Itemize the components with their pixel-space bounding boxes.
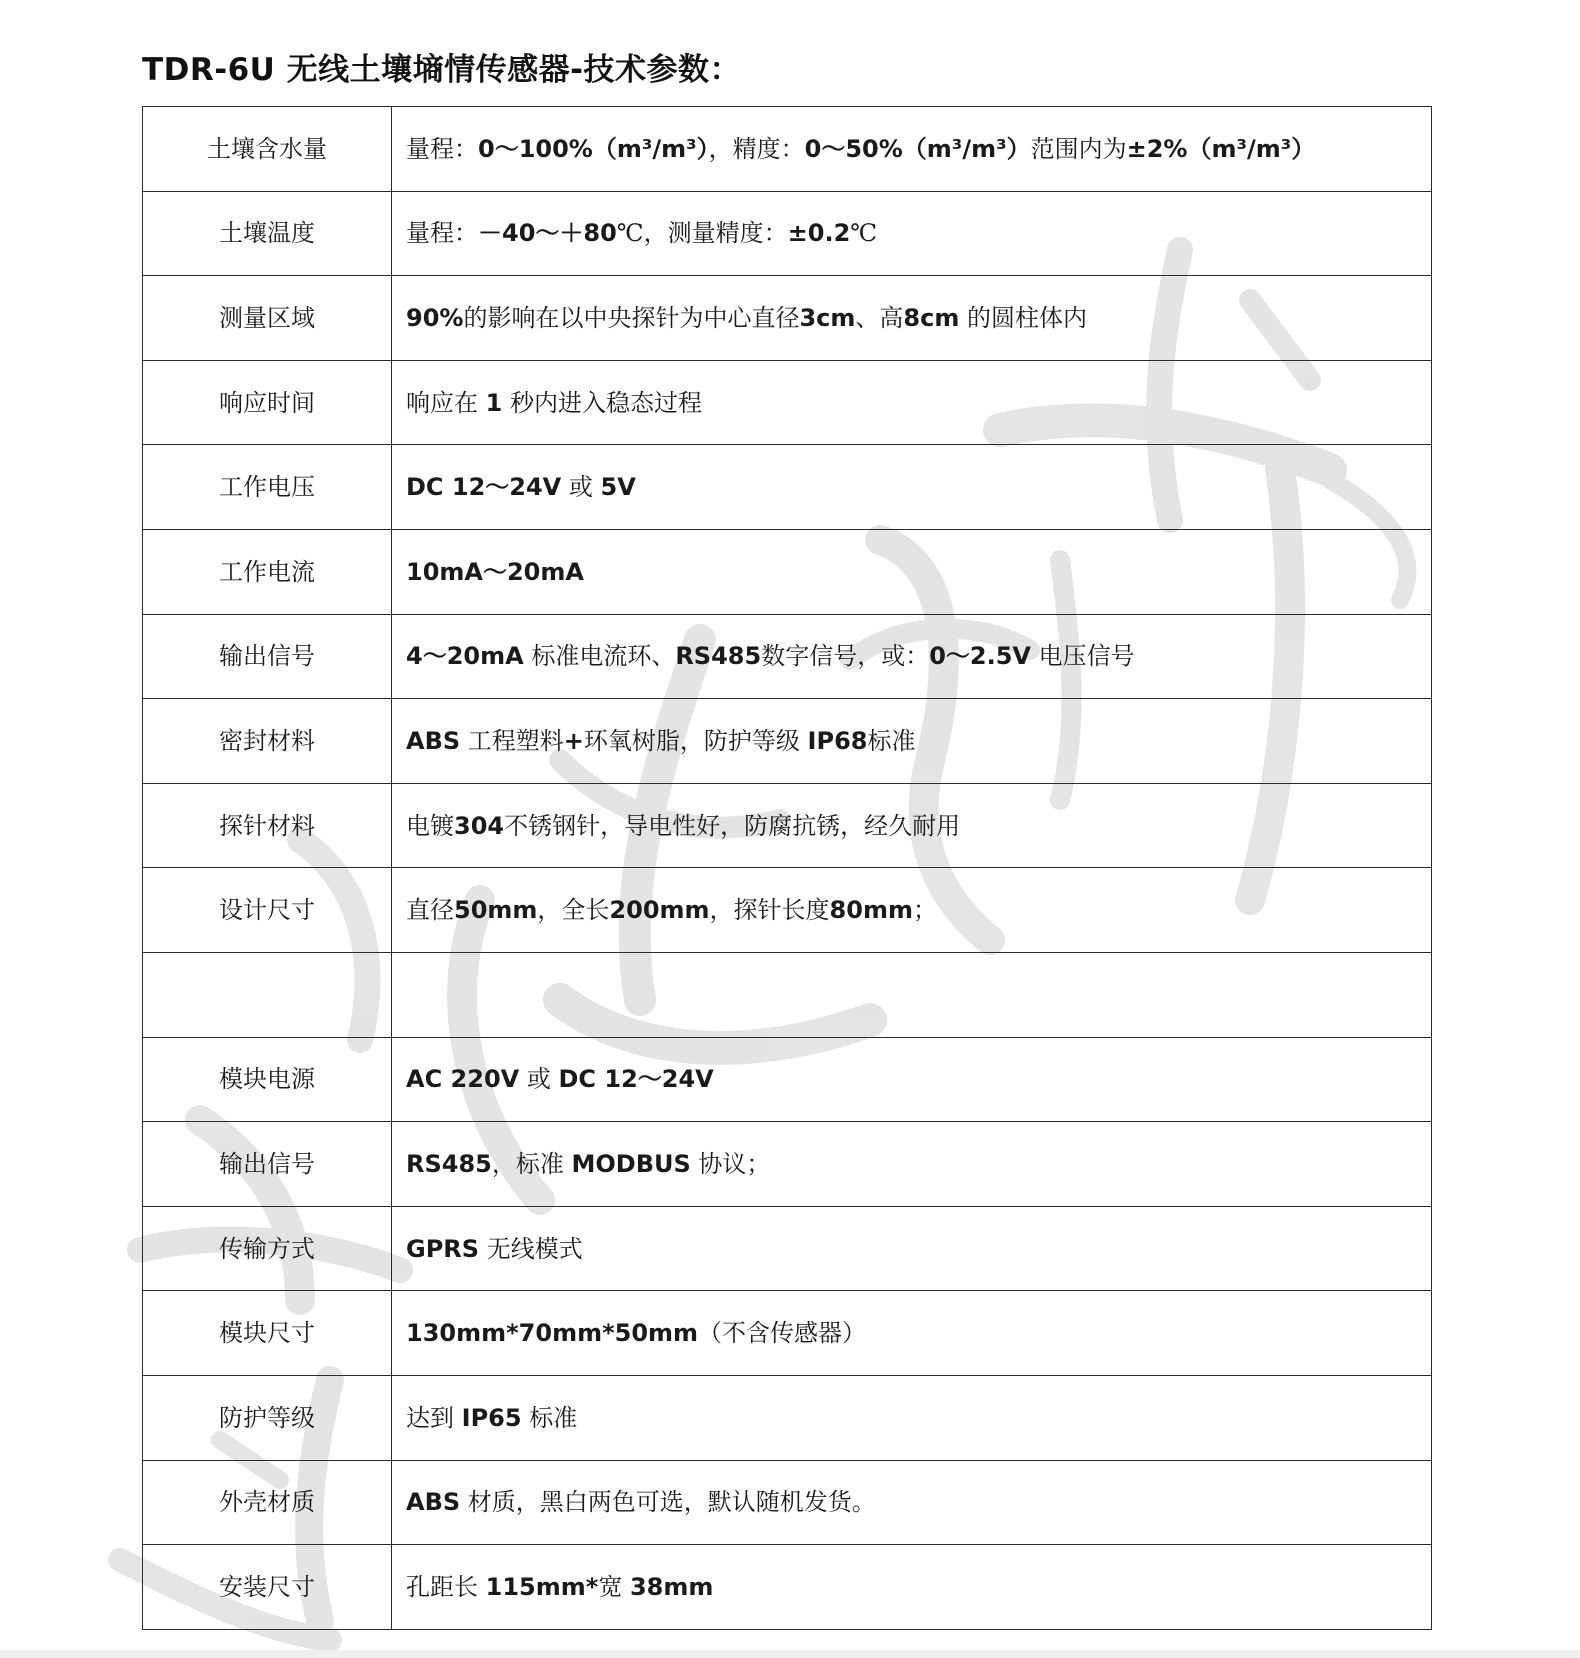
bottom-divider: [0, 1650, 1580, 1658]
spec-row: [143, 1375, 1432, 1460]
spec-label: 防护等级: [143, 1375, 392, 1460]
spec-row: [143, 699, 1432, 784]
spec-value-segment: 130mm*70mm*50mm: [406, 1319, 699, 1348]
spec-value: [392, 1460, 1432, 1545]
spec-value-segment: 3cm: [799, 303, 856, 332]
spec-value-segment: 秒内进入稳态过程: [502, 388, 702, 417]
spec-label: 输出信号: [143, 1122, 392, 1207]
spec-value-segment: 0～100%（m³/m³）: [478, 134, 709, 163]
spec-label: 传输方式: [143, 1206, 392, 1291]
spec-label: 工作电压: [143, 445, 392, 530]
spec-table: [142, 106, 1432, 1630]
spec-label: 输出信号: [143, 614, 392, 699]
spec-value-segment: ℃，测量精度：: [616, 219, 788, 248]
spec-value: [392, 614, 1432, 699]
spec-row: [143, 107, 1432, 192]
spec-value-segment: 80mm: [829, 896, 913, 925]
spec-value: [392, 952, 1432, 1037]
spec-row: [143, 529, 1432, 614]
spec-value-segment: ，探针长度: [709, 896, 830, 925]
spec-label: 安装尺寸: [143, 1545, 392, 1630]
spec-value-segment: +: [563, 726, 584, 755]
spec-value: [392, 699, 1432, 784]
spec-value-segment: ABS: [406, 1488, 461, 1517]
spec-value-segment: 达到: [406, 1403, 462, 1432]
spec-value-segment: DC 12～24V: [558, 1065, 714, 1094]
spec-row: [143, 276, 1432, 361]
spec-value-segment: 电镀: [406, 811, 454, 840]
spec-value-segment: 0～50%（m³/m³）: [804, 134, 1031, 163]
spec-row: [143, 1291, 1432, 1376]
spec-value-segment: 10mA～20mA: [406, 557, 584, 586]
spec-value: [392, 1037, 1432, 1122]
spec-value-segment: 标准电流环、: [523, 642, 676, 671]
spec-value-segment: （不含传感器）: [698, 1319, 867, 1348]
spec-value-segment: 直径: [406, 896, 454, 925]
spec-value-segment: IP65: [461, 1403, 522, 1432]
spec-value-segment: －40～＋80: [478, 219, 617, 248]
spec-value: [392, 1291, 1432, 1376]
spec-value-segment: 、高: [855, 303, 904, 332]
spec-value: [392, 1375, 1432, 1460]
spec-row: [143, 614, 1432, 699]
spec-label: 密封材料: [143, 699, 392, 784]
spec-value-segment: 或: [561, 473, 601, 502]
spec-value: [392, 360, 1432, 445]
spec-value: [392, 868, 1432, 953]
spec-value-segment: 的圆柱体内: [959, 303, 1087, 332]
spec-value-segment: 宽: [598, 1572, 630, 1601]
spec-value-segment: 量程：: [406, 134, 478, 163]
spec-label: 探针材料: [143, 783, 392, 868]
spec-value-segment: 标准: [521, 1403, 578, 1432]
spec-row: [143, 360, 1432, 445]
spec-value-segment: ℃: [850, 219, 878, 248]
spec-value-segment: MODBUS: [571, 1149, 691, 1178]
spec-value-segment: 38mm: [629, 1572, 714, 1601]
spec-label: 设计尺寸: [143, 868, 392, 953]
spec-value-segment: ，精度：: [708, 134, 805, 163]
spec-value-segment: ；: [912, 896, 937, 925]
spec-value-segment: 0～2.5V: [929, 642, 1031, 671]
spec-row: [143, 1460, 1432, 1545]
spec-label: [143, 952, 392, 1037]
spec-value: [392, 529, 1432, 614]
spec-value-segment: 协议；: [690, 1149, 771, 1178]
spec-value-segment: ，标准: [491, 1149, 572, 1178]
spec-value-segment: 50mm: [454, 896, 538, 925]
spec-value: [392, 276, 1432, 361]
page-title: TDR-6U 无线土壤墒情传感器-技术参数：: [142, 52, 742, 88]
spec-value-segment: 电压信号: [1031, 642, 1135, 671]
spec-value-segment: DC 12～24V: [406, 473, 562, 502]
spec-value-segment: 标准: [867, 726, 916, 755]
spec-row: [143, 952, 1432, 1037]
spec-value-segment: IP68: [807, 726, 868, 755]
spec-value-segment: ±0.2: [787, 219, 851, 248]
spec-value: [392, 1122, 1432, 1207]
spec-value-segment: ABS: [406, 726, 461, 755]
spec-value-segment: 环氧树脂，防护等级: [583, 726, 808, 755]
spec-value: [392, 107, 1432, 192]
spec-label: 外壳材质: [143, 1460, 392, 1545]
spec-value-segment: 1: [485, 388, 503, 417]
spec-label: 土壤温度: [143, 191, 392, 276]
spec-value-segment: 90%: [406, 303, 464, 332]
spec-value-segment: 5V: [600, 473, 636, 502]
spec-row: [143, 868, 1432, 953]
spec-row: [143, 783, 1432, 868]
spec-value-segment: 不锈钢针，导电性好，防腐抗锈，经久耐用: [504, 811, 961, 840]
spec-value-segment: 孔距长: [406, 1572, 486, 1601]
spec-row: [143, 191, 1432, 276]
spec-value-segment: 8cm: [903, 303, 960, 332]
spec-value-segment: RS485: [675, 642, 762, 671]
spec-value-segment: GPRS: [406, 1234, 480, 1263]
spec-value-segment: 200mm: [609, 896, 710, 925]
spec-value-segment: 或: [519, 1065, 559, 1094]
spec-table-body: [143, 107, 1432, 1630]
spec-row: [143, 1545, 1432, 1630]
spec-value-segment: 响应在: [406, 388, 486, 417]
spec-label: 模块尺寸: [143, 1291, 392, 1376]
spec-value-segment: RS485: [406, 1149, 492, 1178]
spec-label: 土壤含水量: [143, 107, 392, 192]
spec-label: 工作电流: [143, 529, 392, 614]
spec-value-segment: 304: [454, 811, 505, 840]
spec-row: [143, 445, 1432, 530]
spec-value-segment: ，全长: [537, 896, 610, 925]
spec-value-segment: 的影响在以中央探针为中心直径: [463, 303, 800, 332]
spec-value: [392, 191, 1432, 276]
spec-value-segment: 数字信号，或：: [761, 642, 930, 671]
spec-label: 测量区域: [143, 276, 392, 361]
spec-value-segment: 量程：: [406, 219, 478, 248]
spec-label: 响应时间: [143, 360, 392, 445]
spec-value-segment: 材质，黑白两色可选，默认随机发货。: [460, 1488, 876, 1517]
spec-value-segment: 范围内为: [1030, 134, 1127, 163]
spec-row: [143, 1206, 1432, 1291]
spec-row: [143, 1037, 1432, 1122]
spec-value: [392, 1206, 1432, 1291]
spec-value: [392, 445, 1432, 530]
spec-row: [143, 1122, 1432, 1207]
spec-value-segment: AC 220V: [406, 1065, 520, 1094]
spec-value-segment: 工程塑料: [460, 726, 564, 755]
spec-value-segment: ±2%（m³/m³）: [1126, 134, 1316, 163]
spec-value: [392, 783, 1432, 868]
spec-value-segment: 115mm*: [485, 1572, 599, 1601]
spec-value: [392, 1545, 1432, 1630]
spec-value-segment: 4～20mA: [406, 642, 524, 671]
spec-value-segment: 无线模式: [479, 1234, 583, 1263]
spec-label: 模块电源: [143, 1037, 392, 1122]
